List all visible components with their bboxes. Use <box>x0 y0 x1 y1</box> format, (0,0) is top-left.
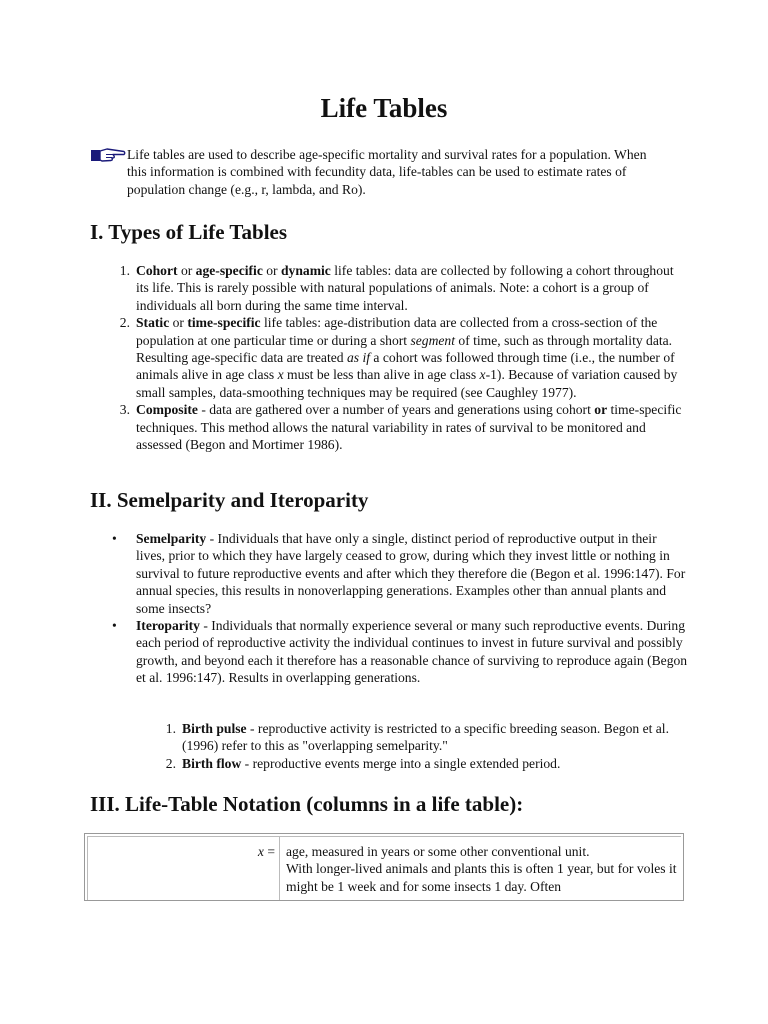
notation-symbol-cell: x = <box>88 837 280 901</box>
page-title: Life Tables <box>320 93 448 123</box>
intro-text: Life tables are used to describe age-specific mortality and survival rates for a population. When this information is combined with fecundity data, life-tables can be used to estimate rates of population change (e.g., r, lambda, and Ro). <box>127 147 647 197</box>
notation-table-row <box>87 836 681 901</box>
parity-list <box>108 530 688 687</box>
list-item-static: 2. Static or time-specific life tables: age-distribution data are collected from a cross-section of the population at one particular time or during a short segment of time, such as through mortality data. Resulting age-specific data are treated as if a cohort was followed through time (i.e., the number of animals alive in age class x must be less than alive in age class x-1). Because of variation caused by small samples, data-smoothing techniques may be required (see Caughley 1977). <box>119 315 678 400</box>
list-item-composite: 3. Composite - data are gathered over a number of years and generations using cohort or time-specific techniques. This method allows the natural variability in rates of survival to be monitored and assessed (Begon and Mortimer 1986). <box>119 402 682 453</box>
pointing-hand-icon <box>90 146 126 164</box>
section-heading-types: I. Types of Life Tables <box>90 220 288 244</box>
list-item-semelparity: • Semelparity - Individuals that have only a single, distinct period of reproductive output in their lives, prior to which they have largely ceased to grow, during which they invest little or nothing in survival to future reproductive events and after which they therefore die (Begon et al. 1996:147). For annual species, this results in nonoverlapping generations. Examples other than annual plants and some insects? <box>112 531 686 616</box>
list-item-birth-flow: 2. Birth flow - reproductive events merge into a single extended period. <box>165 755 561 771</box>
list-item-cohort: 1. Cohort or age-specific or dynamic life tables: data are collected by following a cohort throughout its life. This is rarely possible with natural populations of animals. Note: a cohort is a group of individuals all born during the same time interval. <box>119 263 674 313</box>
notation-table <box>84 833 684 901</box>
types-list <box>108 262 688 453</box>
section-heading-notation: III. Life-Table Notation (columns in a life table): <box>90 792 524 816</box>
section-heading-semelparity: II. Semelparity and Iteroparity <box>90 488 369 512</box>
list-item-birth-pulse: 1. Birth pulse - reproductive activity is restricted to a specific breeding season. Begon et al. (1996) refer to this as "overlapping semelparity." <box>165 721 669 754</box>
birth-list <box>154 720 674 772</box>
list-item-iteroparity: • Iteroparity - Individuals that normally experience several or many such reproductive events. During each period of reproductive activity the individual continues to invest in future survival and possibly growth, and beyond each it therefore has a reasonable chance of surviving to reproduce again (Begon et al. 1996:147). Results in overlapping generations. <box>112 618 688 686</box>
intro-paragraph <box>90 146 650 198</box>
notation-description-cell: age, measured in years or some other conventional unit. With longer-lived animals and plants this is often 1 year, but for voles it might be 1 week and for some insects 1 day. Often <box>286 844 677 894</box>
